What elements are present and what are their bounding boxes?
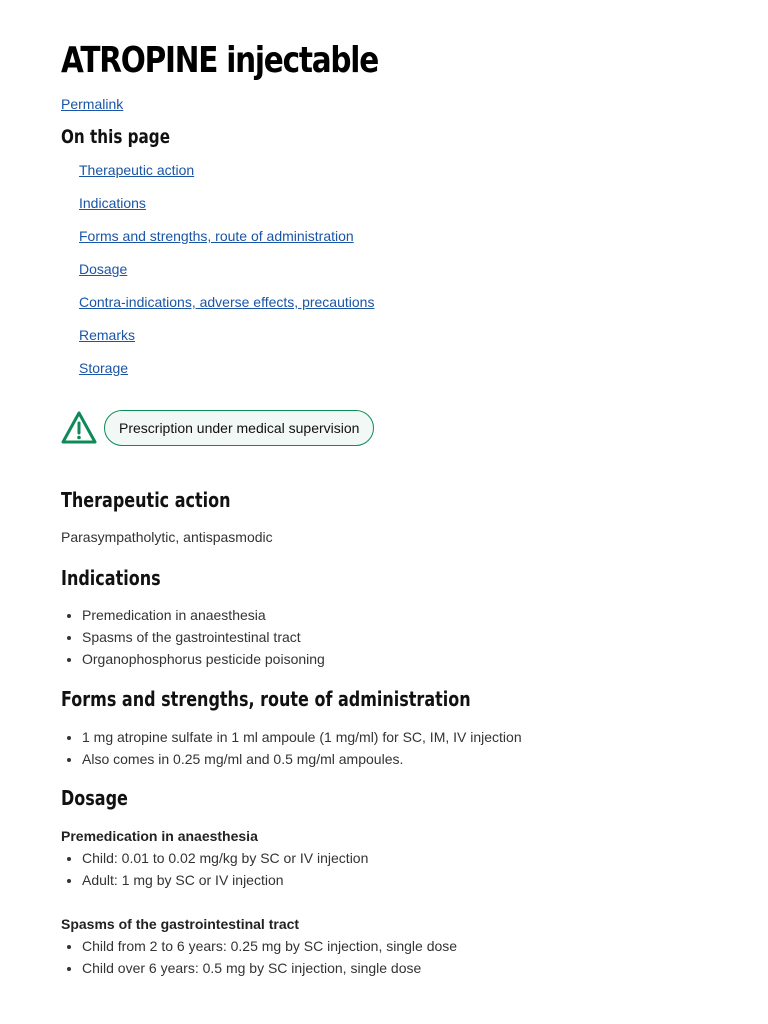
- list-item: • 1 mg atropine sulfate in 1 ml ampoule (1 mg/ml) for SC, IM, IV injection: [82, 726, 522, 748]
- forms-list: [61, 726, 522, 770]
- toc-item: [79, 292, 374, 325]
- list-item: • Child: 0.01 to 0.02 mg/kg by SC or IV injection: [82, 847, 368, 869]
- indications-list: [61, 604, 325, 670]
- warning-triangle-icon: [61, 410, 97, 446]
- permalink-link[interactable]: Permalink: [61, 96, 124, 112]
- toc-item: [79, 325, 374, 358]
- toc-link-dosage[interactable]: Dosage: [79, 261, 128, 277]
- prescription-badge: Prescription under medical supervision: [104, 410, 374, 446]
- dosage-group-title: Spasms of the gastrointestinal tract: [61, 916, 300, 932]
- toc-heading: On this page: [61, 126, 170, 148]
- list-item: • Also comes in 0.25 mg/ml and 0.5 mg/ml ampoules.: [82, 748, 522, 770]
- therapeutic-action-text: Parasympatholytic, antispasmodic: [61, 529, 273, 545]
- toc-link-remarks[interactable]: Remarks: [79, 327, 136, 343]
- toc-item: [79, 226, 374, 259]
- toc-item: [79, 193, 374, 226]
- toc-link-contra-indications[interactable]: Contra-indications, adverse effects, precautions: [79, 294, 375, 310]
- toc-link-forms[interactable]: Forms and strengths, route of administration: [79, 228, 354, 244]
- therapeutic-action-heading: Therapeutic action: [61, 488, 231, 512]
- toc-link-indications[interactable]: Indications: [79, 195, 146, 211]
- dosage-list-premedication: [61, 847, 368, 891]
- prescription-notice: [61, 410, 374, 446]
- forms-heading: Forms and strengths, route of administration: [61, 687, 471, 711]
- list-item: • Child from 2 to 6 years: 0.25 mg by SC injection, single dose: [82, 935, 457, 957]
- toc-item: [79, 160, 374, 193]
- list-item: • Premedication in anaesthesia: [82, 604, 325, 626]
- toc-item: [79, 259, 374, 292]
- list-item: • Spasms of the gastrointestinal tract: [82, 626, 325, 648]
- page-title: ATROPINE injectable: [61, 40, 378, 81]
- toc-link-therapeutic-action[interactable]: Therapeutic action: [79, 162, 195, 178]
- list-item: • Organophosphorus pesticide poisoning: [82, 648, 325, 670]
- indications-heading: Indications: [61, 566, 161, 590]
- toc-item: [79, 358, 374, 391]
- list-item: • Adult: 1 mg by SC or IV injection: [82, 869, 368, 891]
- toc-link-storage[interactable]: Storage: [79, 360, 129, 376]
- list-item: • Child over 6 years: 0.5 mg by SC injection, single dose: [82, 957, 457, 979]
- dosage-group-title: Premedication in anaesthesia: [61, 828, 258, 844]
- toc-list: [79, 160, 374, 391]
- dosage-list-spasms: [61, 935, 457, 979]
- dosage-heading: Dosage: [61, 786, 128, 810]
